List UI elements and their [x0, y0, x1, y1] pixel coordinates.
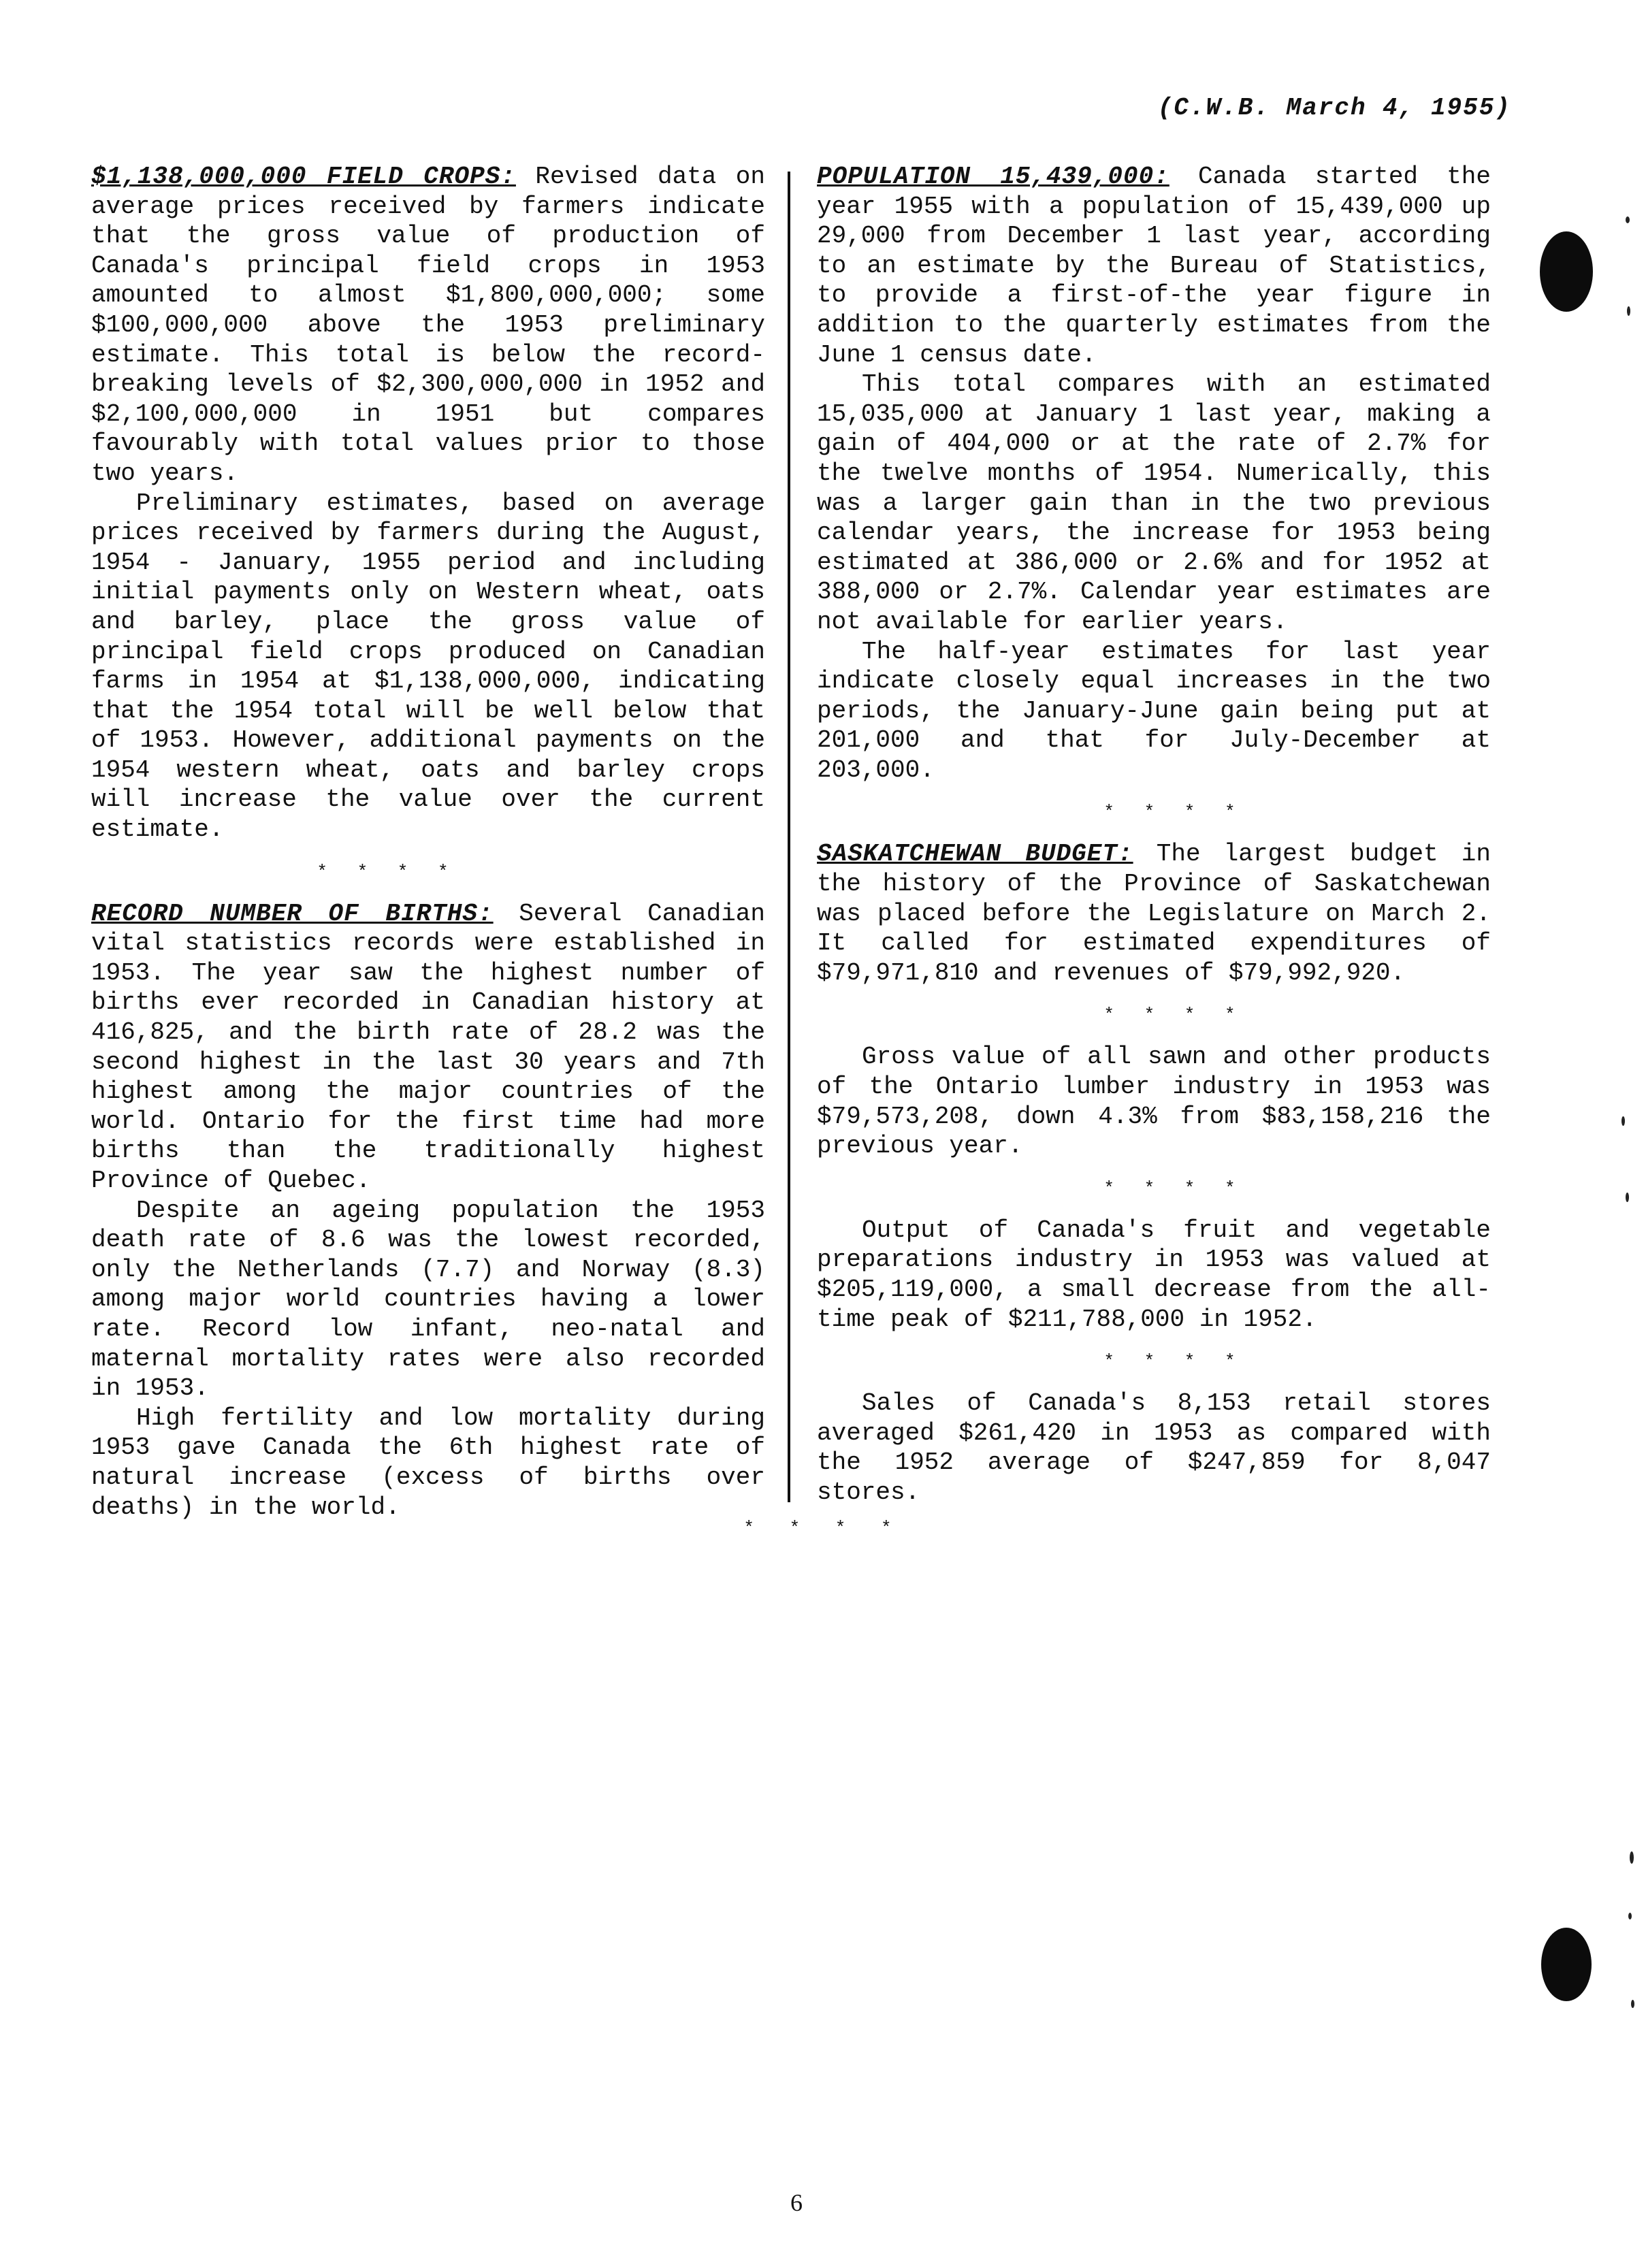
- scan-speck: [1631, 2000, 1634, 2008]
- punch-hole-bottom: [1541, 1928, 1592, 2001]
- footer-separator: * * * *: [743, 1518, 904, 1538]
- field-crops-heading: $1,138,000,000 FIELD CROPS:: [91, 163, 516, 191]
- section-separator: * * * *: [1103, 802, 1245, 823]
- punch-hole-top: [1540, 231, 1593, 312]
- saskatchewan-heading: SASKATCHEWAN BUDGET:: [817, 840, 1133, 869]
- scan-speck: [1621, 1116, 1625, 1126]
- population-paragraph-1: [817, 162, 1491, 370]
- bulletin-header: (C.W.B. March 4, 1955): [1157, 94, 1511, 122]
- scan-speck: [1627, 306, 1630, 316]
- left-column: [91, 162, 765, 1522]
- births-paragraph-2: Despite an ageing population the 1953 death rate of 8.6 was the lowest recorded, only the Netherlands (7.7) and Norway (8.3) among major world countries having a lower rate. Record low infant, neo-natal and maternal mortality rates were also recorded in 1953.: [91, 1196, 765, 1403]
- population-heading: POPULATION 15,439,000:: [817, 163, 1169, 191]
- scan-speck: [1630, 1851, 1634, 1864]
- section-separator: * * * *: [317, 861, 458, 882]
- population-paragraph-3: The half-year estimates for last year indicate closely equal increases in the two periods, the January-June gain being put at 201,000 and that for July-December at 203,000.: [817, 637, 1491, 784]
- field-crops-text-1: Revised data on average prices received by farmers indicate that the gross value of production of Canada's principal field crops in 1953 amounted to almost $1,800,000,000; some $100,000,000 above the 1953 preliminary estimate. This total is below the record-breaking levels of $2,300,000,000 in 1952 and $2,100,000,000 in 1951 but compares favourably with total values prior to those two years.: [91, 163, 766, 487]
- births-heading: RECORD NUMBER OF BIRTHS:: [91, 899, 494, 928]
- right-column: [817, 162, 1491, 1508]
- page-number: 6: [790, 2189, 803, 2216]
- column-divider: [788, 172, 790, 1502]
- section-separator: * * * *: [1103, 1005, 1245, 1026]
- section-separator: * * * *: [1103, 1178, 1245, 1199]
- births-text-1: Several Canadian vital statistics records were established in 1953. The year saw the highest number of births ever recorded in Canadian history at 416,825, and the birth rate of 28.2 was the second highest in the last 30 years and 7th highest among the major countries of the world. Ontario for the first time had more births than the traditionally highest Province of Quebec.: [91, 899, 766, 1195]
- field-crops-paragraph-2: Preliminary estimates, based on average prices received by farmers during the August, 1954 - January, 1955 period and including initial payments only on Western wheat, oats and barley, place the gross value of principal field crops produced on Canadian farms in 1954 at $1,138,000,000, indicating that the 1954 total will be well below that of 1953. However, additional payments on the 1954 western wheat, oats and barley crops will increase the value over the current estimate.: [91, 489, 765, 844]
- lumber-paragraph: Gross value of all sawn and other products of the Ontario lumber industry in 1953 was $79,573,208, down 4.3% from $83,158,216 the previous year.: [817, 1043, 1491, 1161]
- section-separator: * * * *: [1103, 1351, 1245, 1372]
- retail-stores-paragraph: Sales of Canada's 8,153 retail stores averaged $261,420 in 1953 as compared with the 1952 average of $247,859 for 8,047 stores.: [817, 1389, 1491, 1506]
- births-paragraph-1: [91, 899, 765, 1196]
- saskatchewan-paragraph: [817, 839, 1491, 988]
- saskatchewan-text: The largest budget in the history of the Province of Saskatchewan was placed before the Legislature on March 2. It called for estimated expenditures of $79,971,810 and revenues of $79,992,920.: [817, 840, 1491, 987]
- scan-speck: [1626, 216, 1630, 223]
- population-paragraph-2: This total compares with an estimated 15,035,000 at January 1 last year, making a gain of 404,000 or at the rate of 2.7% for the twelve months of 1954. Numerically, this was a larger gain than in the two previous calendar years, the increase for 1953 being estimated at 386,000 or 2.6% and for 1952 at 388,000 or 2.7%. Calendar year estimates are not available for earlier years.: [817, 370, 1491, 636]
- scan-speck: [1628, 1913, 1632, 1919]
- scan-speck: [1626, 1193, 1629, 1202]
- population-text-1: Canada started the year 1955 with a population of 15,439,000 up 29,000 from December 1 last year, according to an estimate by the Bureau of Statistics, to provide a first-of-the year figure in addition to the quarterly estimates from the June 1 census date.: [817, 163, 1491, 369]
- field-crops-paragraph-1: [91, 162, 765, 489]
- births-paragraph-3: High fertility and low mortality during 1953 gave Canada the 6th highest rate of natural increase (excess of births over deaths) in the world.: [91, 1404, 765, 1521]
- fruit-vegetable-paragraph: Output of Canada's fruit and vegetable preparations industry in 1953 was valued at $205,119,000, a small decrease from the all-time peak of $211,788,000 in 1952.: [817, 1216, 1491, 1333]
